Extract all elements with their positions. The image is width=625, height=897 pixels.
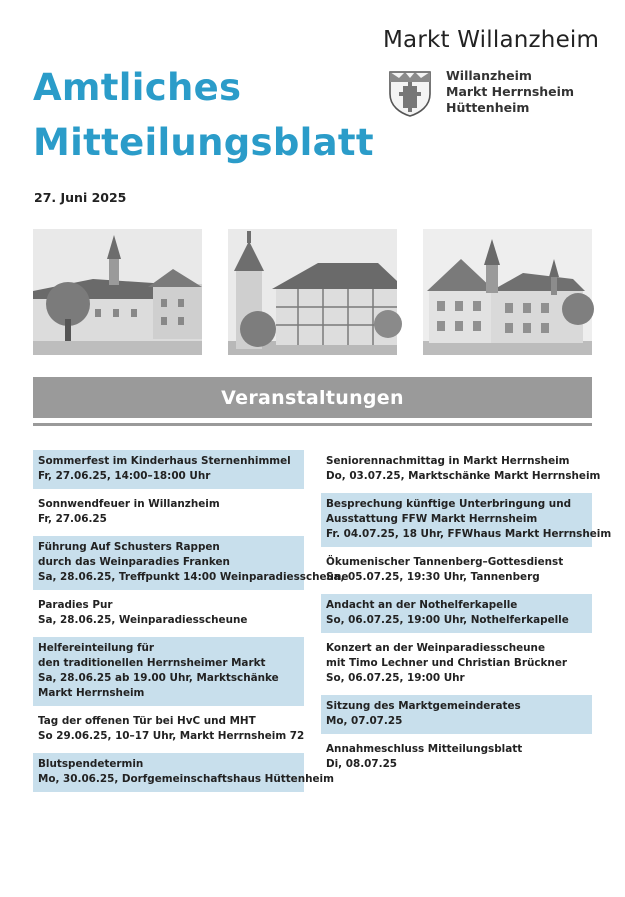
event-entry	[321, 594, 592, 633]
event-detail: Fr. 04.07.25, 18 Uhr, FFWhaus Markt Herrnsheim	[326, 528, 612, 540]
brand-name: Markt Willanzheim	[383, 27, 600, 53]
event-entry	[321, 695, 592, 734]
event-title: Paradies Pur	[38, 599, 113, 611]
event-detail: So 29.06.25, 10–17 Uhr, Markt Herrnsheim 72	[38, 730, 305, 742]
event-title: Ökumenischer Tannenberg–Gottesdienst	[326, 556, 564, 568]
town-name: Willanzheim	[446, 68, 532, 83]
issue-date: 27. Juni 2025	[34, 190, 127, 205]
event-detail: Do, 03.07.25, Marktschänke Markt Herrnsheim	[326, 470, 601, 482]
event-title: Sonnwendfeuer in Willanzheim	[38, 498, 220, 510]
event-detail: Mo, 30.06.25, Dorfgemeinschaftshaus Hüttenheim	[38, 773, 334, 785]
event-entry	[33, 753, 334, 792]
event-detail: durch das Weinparadies Franken	[38, 556, 230, 568]
event-detail: Ausstattung FFW Markt Herrnsheim	[326, 513, 538, 525]
event-title: Konzert an der Weinparadiesscheune	[326, 642, 546, 654]
event-title: Besprechung künftige Unterbringung und	[326, 498, 572, 510]
event-detail: Sa, 28.06.25, Treffpunkt 14:00 Weinparadiesscheune	[38, 571, 349, 583]
event-detail: So, 06.07.25, 19:00 Uhr	[326, 672, 465, 684]
event-title: Sitzung des Marktgemeinderates	[326, 700, 521, 712]
town-name: Markt Herrnsheim	[446, 84, 574, 99]
event-entry	[33, 594, 304, 633]
event-detail: So, 06.07.25, 19:00 Uhr, Nothelferkapelle	[326, 614, 569, 626]
event-detail: Di, 08.07.25	[326, 758, 398, 770]
event-entry	[321, 637, 592, 691]
event-title: Annahmeschluss Mitteilungsblatt	[326, 743, 523, 755]
event-entry	[321, 450, 601, 489]
event-entry	[321, 493, 612, 547]
town-name: Hüttenheim	[446, 100, 530, 115]
event-detail: Mo, 07.07.25	[326, 715, 403, 727]
church-photo	[228, 229, 397, 355]
events-column-left	[33, 450, 349, 796]
page-title-line-2: Mitteilungsblatt	[33, 121, 374, 164]
page-title-line-1: Amtliches	[33, 66, 242, 109]
town-list	[446, 68, 574, 116]
divider	[33, 423, 592, 426]
event-title: Tag der offenen Tür bei HvC und MHT	[38, 715, 256, 727]
event-title: Blutspendetermin	[38, 758, 144, 770]
event-detail: Sa, 05.07.25, 19:30 Uhr, Tannenberg	[326, 571, 540, 583]
event-detail: Sa, 28.06.25 ab 19.00 Uhr, Marktschänke	[38, 672, 279, 684]
section-banner: Veranstaltungen	[33, 377, 592, 418]
event-title: Seniorennachmittag in Markt Herrnsheim	[326, 455, 570, 467]
coat-of-arms-icon	[387, 68, 433, 118]
event-detail: Fr, 27.06.25	[38, 513, 107, 525]
event-detail: Fr, 27.06.25, 14:00–18:00 Uhr	[38, 470, 211, 482]
townhall-photo	[423, 229, 592, 355]
event-detail: mit Timo Lechner und Christian Brückner	[326, 657, 567, 669]
event-entry	[33, 450, 304, 489]
event-detail: den traditionellen Herrnsheimer Markt	[38, 657, 266, 669]
event-entry	[321, 551, 592, 590]
event-title: Führung Auf Schusters Rappen	[38, 541, 220, 553]
event-entry	[321, 738, 592, 777]
event-entry	[33, 493, 304, 532]
event-title: Andacht an der Nothelferkapelle	[326, 599, 518, 611]
event-detail: Markt Herrnsheim	[38, 687, 145, 699]
event-entry	[33, 536, 349, 590]
building-photo	[33, 229, 202, 355]
event-entry	[33, 710, 304, 749]
event-entry	[33, 637, 304, 706]
events-column-right	[321, 450, 612, 781]
event-title: Sommerfest im Kinderhaus Sternenhimmel	[38, 455, 291, 467]
event-title: Helfereinteilung für	[38, 642, 155, 654]
event-detail: Sa, 28.06.25, Weinparadiesscheune	[38, 614, 248, 626]
